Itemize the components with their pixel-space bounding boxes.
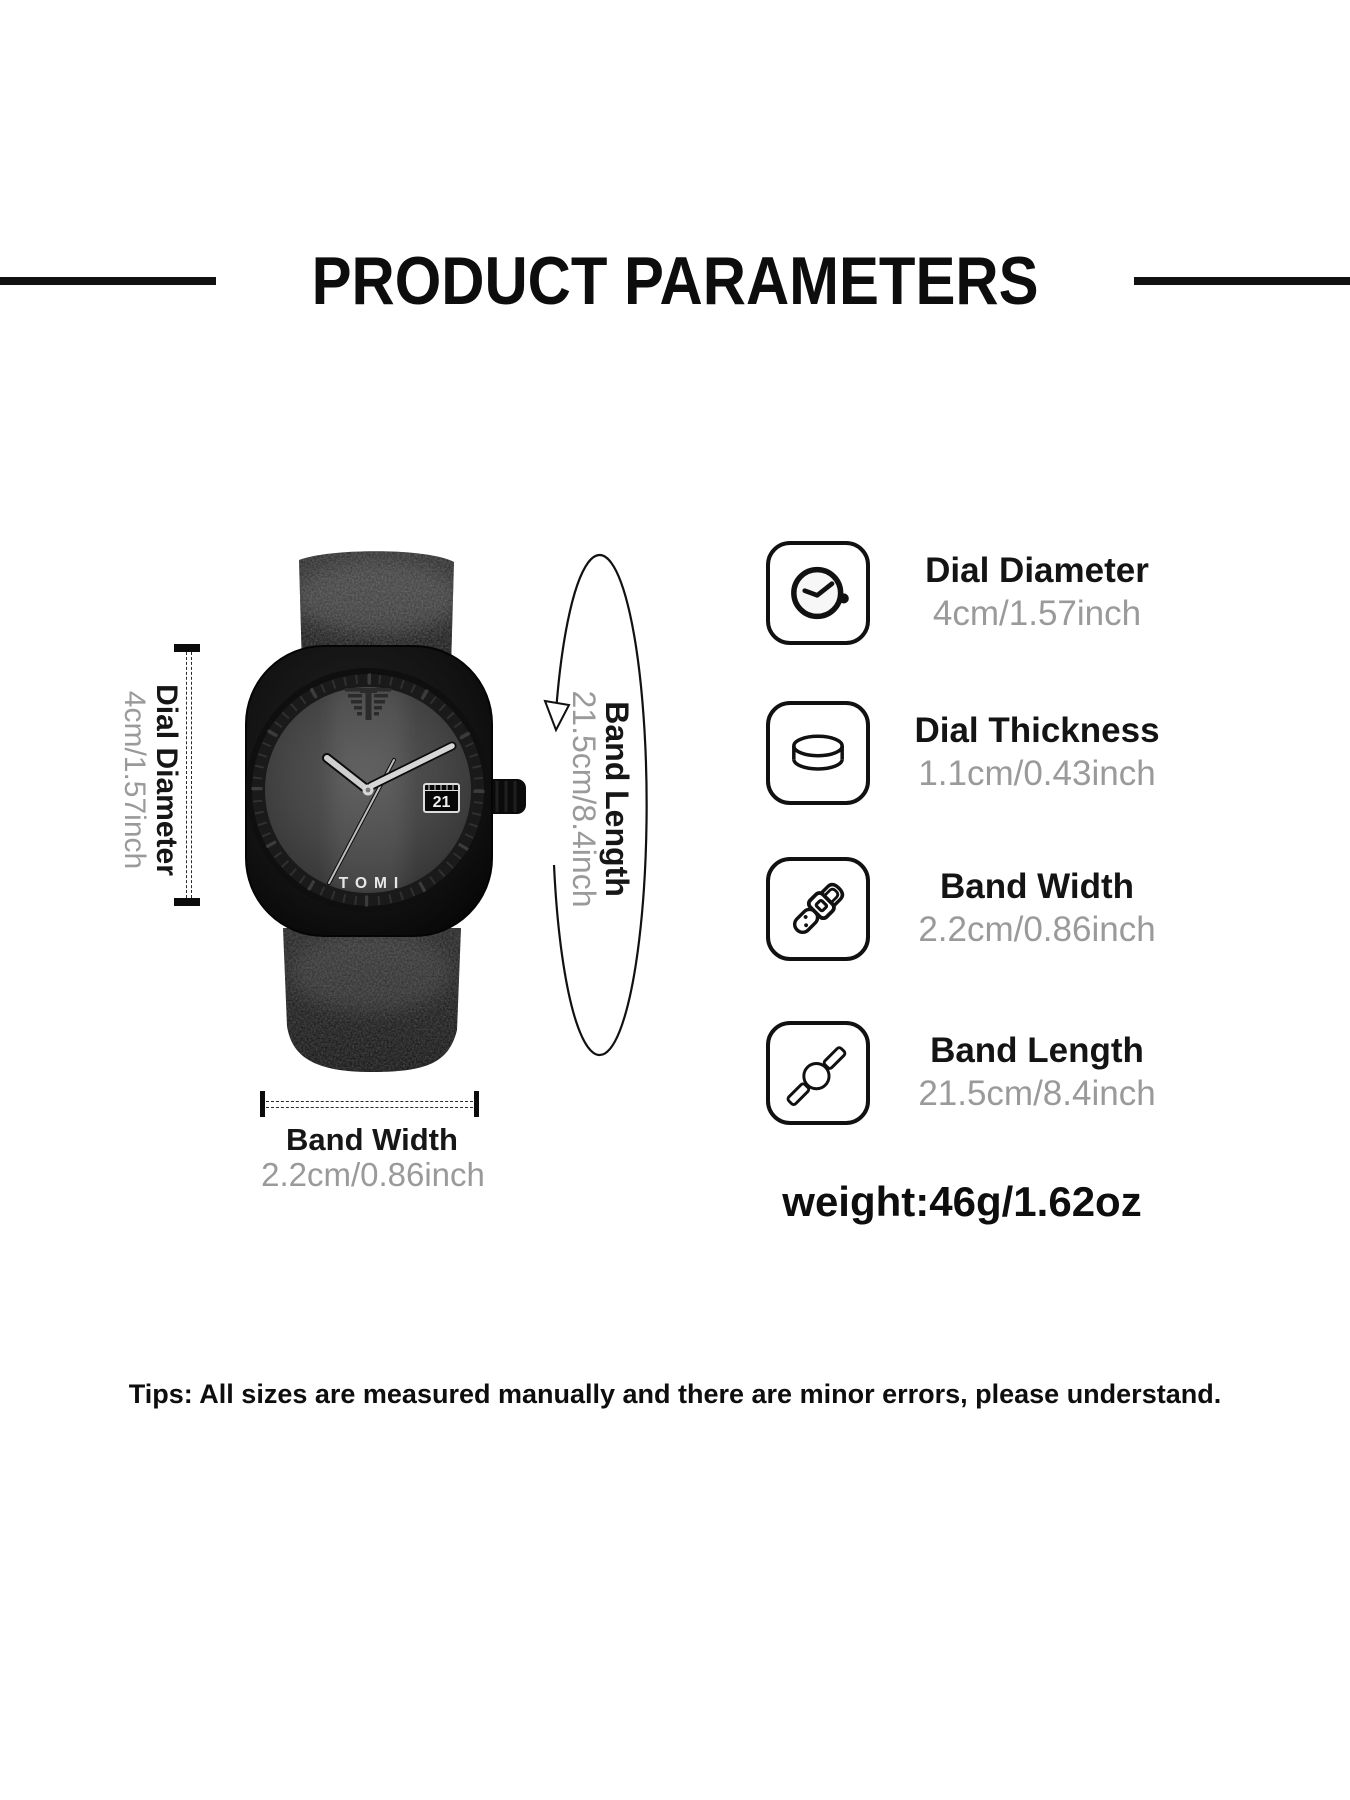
watch-product-image	[170, 460, 540, 1200]
param-label: Dial Thickness	[914, 711, 1160, 750]
param-value: 1.1cm/0.43inch	[918, 754, 1156, 793]
title-left-rule	[0, 277, 216, 285]
band-width-measure-cap-right	[474, 1091, 479, 1117]
param-row-band-width	[766, 856, 1236, 962]
dial-thickness-icon	[766, 701, 870, 805]
date-text: 21	[432, 794, 451, 811]
band-width-annotation-value: 2.2cm/0.86inch	[261, 1156, 485, 1193]
date-window	[424, 784, 459, 812]
tips-text: Tips: All sizes are measured manually and there are minor errors, please understand.	[128, 1379, 1222, 1409]
title-right-rule	[1134, 277, 1350, 285]
dial-diameter-annotation-label: Dial Diameter	[150, 684, 183, 876]
param-row-dial-thickness	[766, 700, 1236, 806]
watch-dial	[246, 668, 490, 912]
band-length-annotation-label: Band Length	[599, 701, 635, 897]
band-width-measure-cap-left	[260, 1091, 265, 1117]
dial-diameter-annotation-value: 4cm/1.57inch	[118, 690, 151, 870]
watch-strap-bottom	[283, 928, 461, 1072]
weight-text: weight:46g/1.62oz	[782, 1178, 1142, 1225]
dial-diameter-measure-line	[186, 652, 192, 898]
page-title-row	[0, 243, 1350, 319]
param-value: 4cm/1.57inch	[932, 594, 1142, 633]
band-width-measure-line	[266, 1101, 473, 1108]
param-value: 21.5cm/8.4inch	[918, 1074, 1156, 1113]
param-label: Band Width	[939, 867, 1135, 906]
param-row-band-length	[766, 1020, 1236, 1126]
param-value: 2.2cm/0.86inch	[918, 910, 1156, 949]
brand-name-text: TOMI	[338, 875, 406, 892]
band-width-icon	[766, 857, 870, 961]
param-label: Dial Diameter	[925, 551, 1149, 590]
param-label: Band Length	[930, 1031, 1144, 1070]
page-title: PRODUCT PARAMETERS	[311, 243, 1039, 319]
band-width-annotation-label: Band Width	[286, 1122, 458, 1157]
band-length-icon	[766, 1021, 870, 1125]
band-length-annotation-value: 21.5cm/8.4inch	[566, 690, 602, 908]
param-row-dial-diameter	[766, 540, 1236, 646]
dial-diameter-icon	[766, 541, 870, 645]
dial-diameter-annotation	[118, 580, 182, 980]
band-length-annotation	[567, 569, 633, 1029]
